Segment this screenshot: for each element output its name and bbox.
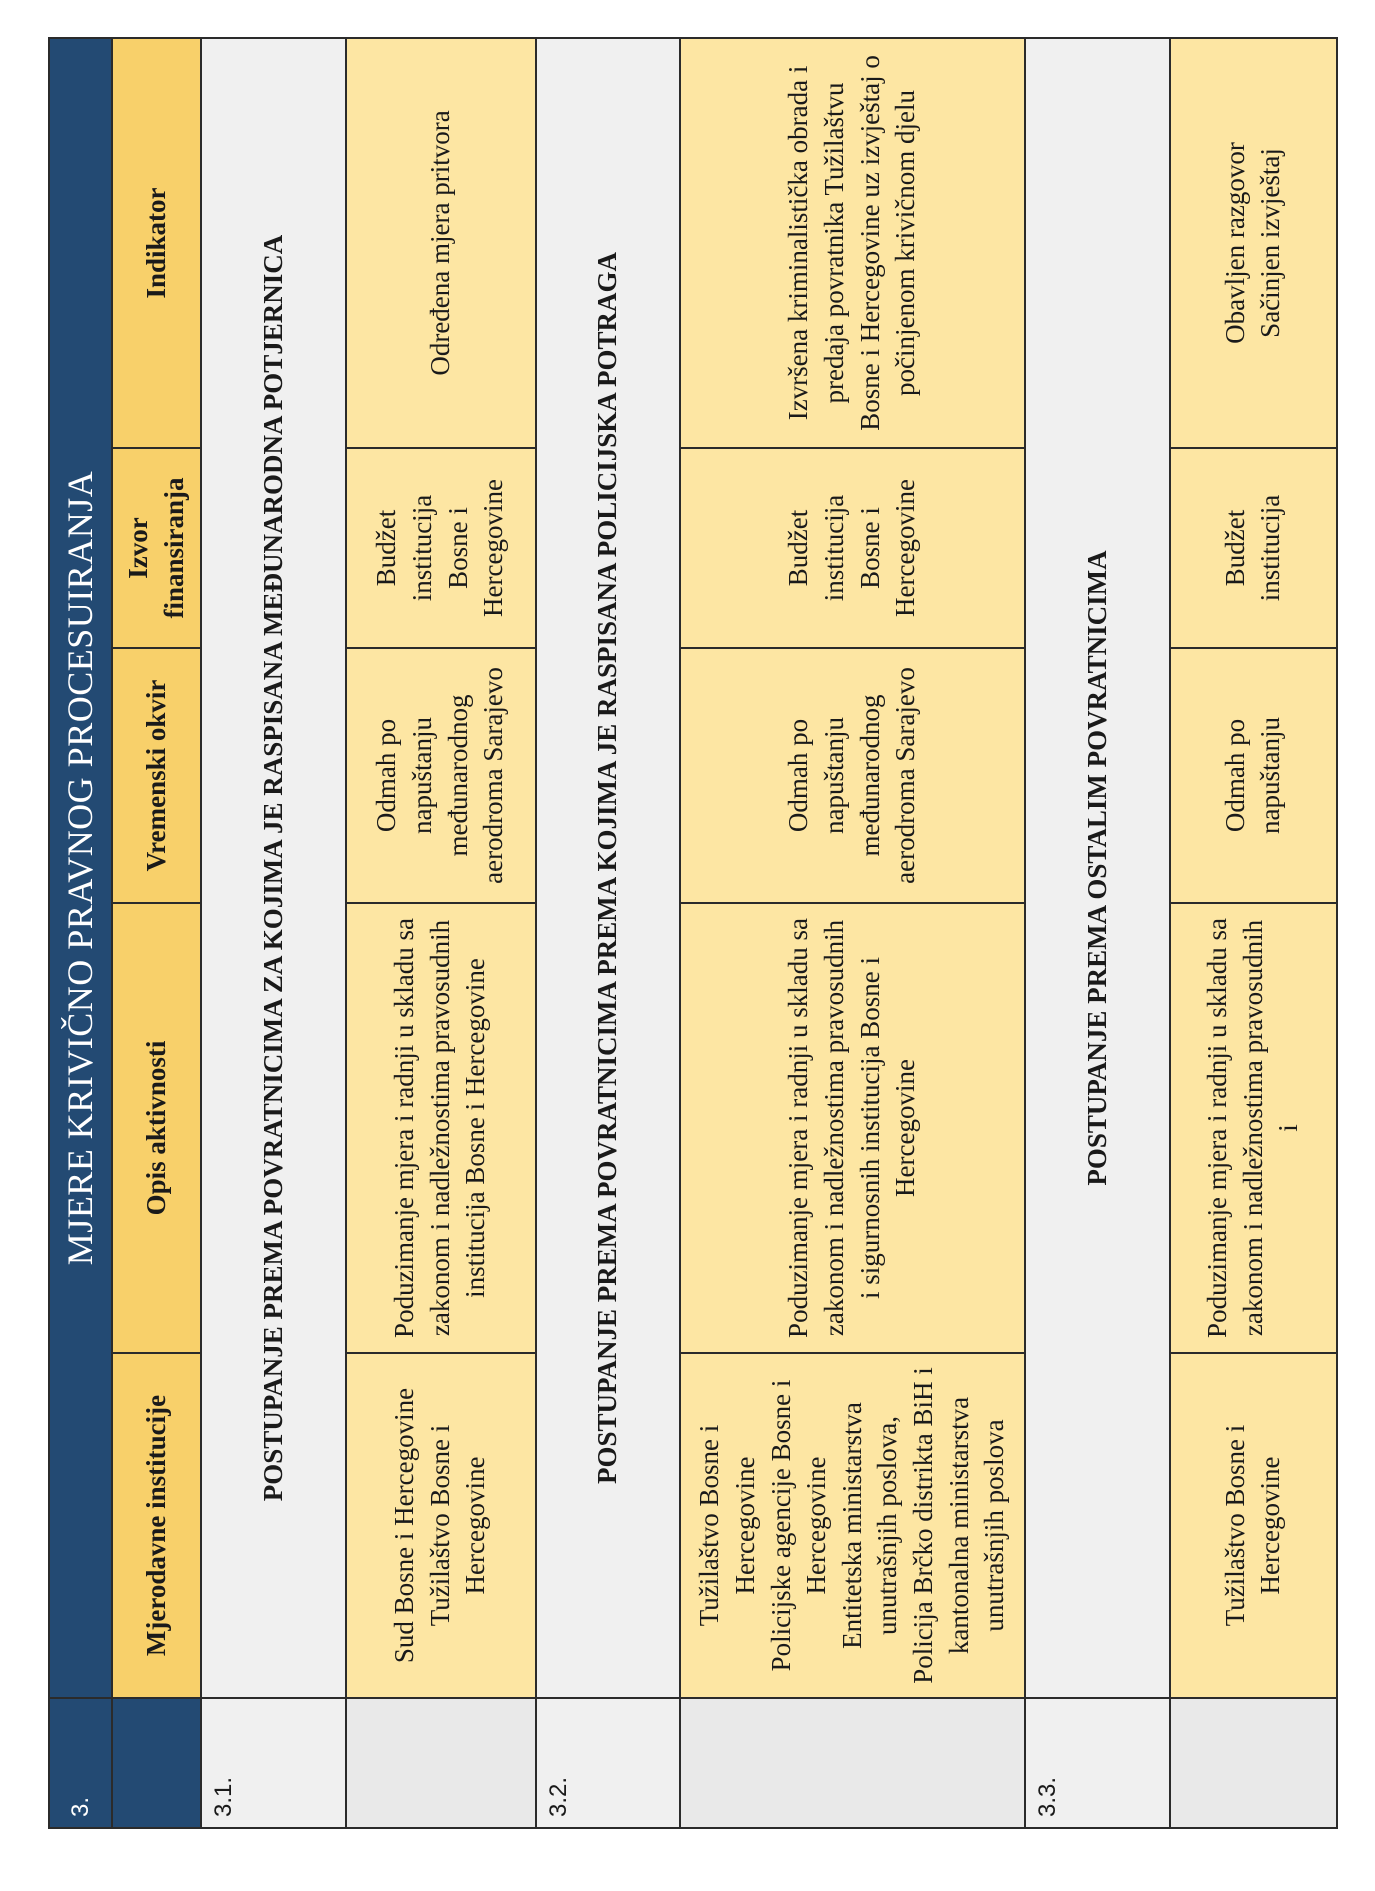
section-number: 3.3. <box>1025 1698 1169 1828</box>
section-number: 3.2. <box>536 1698 680 1828</box>
institutions-cell <box>1170 1353 1337 1698</box>
indicator-cell: Određena mjera pritvora <box>346 38 536 448</box>
description-cell: Poduzimanje mjera i radnji u skladu sa zakonom i nadležnostima pravosudnih i <box>1170 903 1337 1353</box>
section-heading-row <box>1025 38 1169 1828</box>
institution-name: Tužilaštvo Bosne i Hercegovine <box>1219 1424 1286 1627</box>
column-header-funding: Izvor finansiranja <box>112 448 201 648</box>
timeframe-cell: Odmah po napuštanju <box>1170 648 1337 903</box>
row-number-cell <box>346 1698 536 1828</box>
institutions-cell <box>680 1353 1025 1698</box>
page-title: MJERE KRIVIČNO PRAVNOG PROCESUIRANJA <box>49 38 112 1698</box>
section-number: 3. <box>49 1698 112 1828</box>
indicator-cell: Izvršena kriminalistička obrada i predaja povratnika Tužilaštvu Bosne i Hercegovine uz izvještaj o počinjenom krivičnom djelu <box>680 38 1025 448</box>
timeframe-cell: Odmah po napuštanju međunarodnog aerodroma Sarajevo <box>680 648 1025 903</box>
row-number-cell <box>680 1698 1025 1828</box>
funding-cell: Budžet institucija Bosne i Hercegovine <box>680 448 1025 648</box>
column-header-institutions: Mjerodavne institucije <box>112 1353 201 1698</box>
column-header-description: Opis aktivnosti <box>112 903 201 1353</box>
section-heading-row <box>201 38 345 1828</box>
description-cell: Poduzimanje mjera i radnji u skladu sa zakonom i nadležnostima pravosudnih institucija Bosne i Hercegovine <box>346 903 536 1353</box>
timeframe-cell: Odmah po napuštanju međunarodnog aerodroma Sarajevo <box>346 648 536 903</box>
section-heading-row <box>536 38 680 1828</box>
institutions-cell <box>346 1353 536 1698</box>
procedure-sheet <box>48 39 1338 1829</box>
institution-name: Entitetska ministarstva unutrašnjih poslova, <box>836 1402 903 1649</box>
indicator-cell: Obavljen razgovor Sačinjen izvještaj <box>1170 38 1337 448</box>
section-number: 3.1. <box>201 1698 345 1828</box>
table-row <box>346 38 536 1828</box>
section-title: POSTUPANJE PREMA OSTALIM POVRATNICIMA <box>1025 38 1169 1698</box>
table-row <box>680 38 1025 1828</box>
description-cell: Poduzimanje mjera i radnji u skladu sa zakonom i nadležnostima pravosudnih i sigurnosnih institucija Bosne i Hercegovine <box>680 903 1025 1353</box>
column-header-row <box>112 38 201 1828</box>
institution-name: Policija Brčko distrikta BiH i kantonalna ministarstva unutrašnjih poslova <box>908 1367 1010 1684</box>
funding-cell: Budžet institucija <box>1170 448 1337 648</box>
column-header-timeframe: Vremenski okvir <box>112 648 201 903</box>
institution-name: Tužilaštvo Bosne i Hercegovine <box>424 1424 491 1627</box>
institution-name: Sud Bosne i Hercegovine <box>389 1387 420 1664</box>
column-header-indicator: Indikator <box>112 38 201 448</box>
header-spacer <box>112 1698 201 1828</box>
funding-cell: Budžet institucija Bosne i Hercegovine <box>346 448 536 648</box>
institution-name: Tužilaštvo Bosne i Hercegovine <box>694 1424 760 1627</box>
table-row <box>1170 38 1337 1828</box>
title-row <box>49 38 112 1828</box>
row-number-cell <box>1170 1698 1337 1828</box>
section-title: POSTUPANJE PREMA POVRATNICIMA ZA KOJIMA JE RASPISANA MEĐUNARODNA POTJERNICA <box>201 38 345 1698</box>
section-title: POSTUPANJE PREMA POVRATNICIMA PREMA KOJIMA JE RASPISANA POLICIJSKA POTRAGA <box>536 38 680 1698</box>
measures-table <box>48 37 1338 1829</box>
institution-name: Policijske agencije Bosne i Hercegovine <box>765 1379 832 1672</box>
